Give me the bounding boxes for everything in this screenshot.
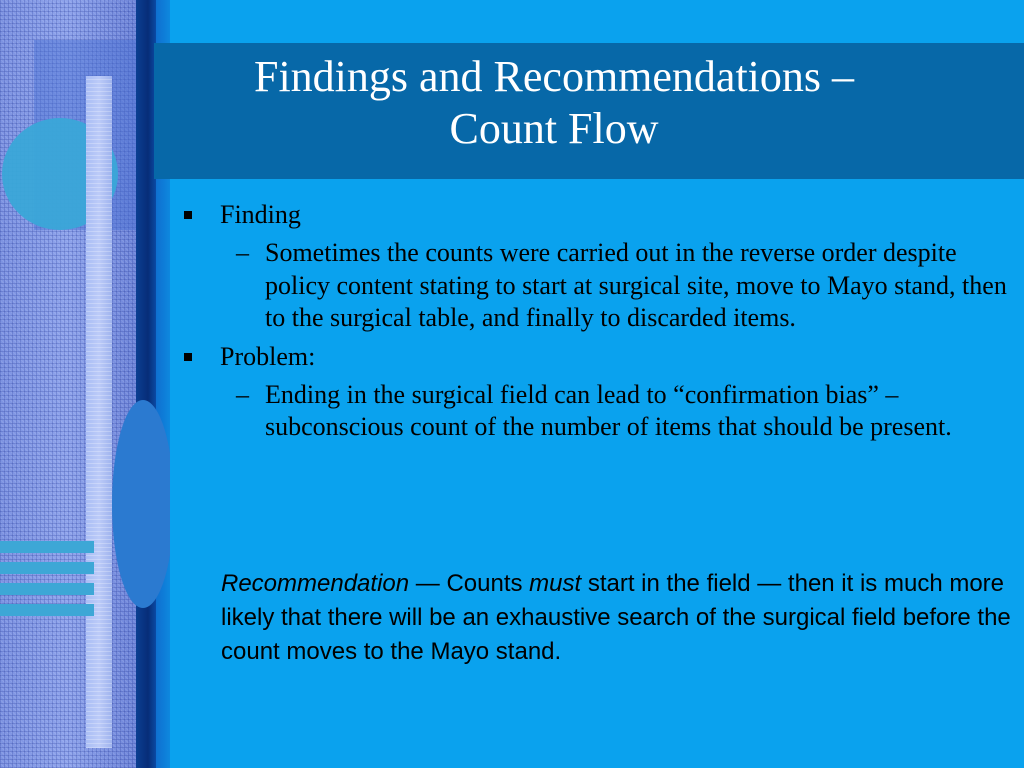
- sub-bullet-finding: [184, 237, 1014, 335]
- square-bullet-icon: [184, 211, 192, 219]
- slide-body: [184, 199, 1014, 450]
- title-bar: [154, 43, 1024, 179]
- decorative-horizontal-bar: [0, 541, 94, 553]
- recommendation-text-2: start in the field — then it is much more likely that there will be an exhaustive search of the surgical field before the count moves to the Mayo stand.: [221, 570, 1011, 665]
- decorative-vertical-bar: [86, 76, 112, 748]
- decorative-horizontal-bar: [0, 604, 94, 616]
- recommendation-emphasis: must: [529, 570, 582, 597]
- slide-title-line-2: Count Flow: [449, 104, 659, 153]
- bullet-label: Finding: [220, 200, 301, 229]
- recommendation-lead: Recommendation: [221, 570, 410, 597]
- decorative-dark-stripe: [136, 0, 156, 768]
- decorative-ellipse: [112, 400, 170, 608]
- decorative-side-band: [0, 0, 170, 768]
- dash-bullet-icon: –: [236, 238, 249, 267]
- bullet-label: Problem:: [220, 341, 316, 371]
- bullet-problem: [184, 341, 1014, 373]
- bullet-finding: [184, 199, 1014, 231]
- recommendation-paragraph: [221, 567, 1021, 669]
- sub-bullet-problem: [184, 379, 1014, 444]
- dash-bullet-icon: –: [236, 379, 249, 409]
- decorative-horizontal-bar: [0, 562, 94, 574]
- square-bullet-icon: [184, 353, 192, 361]
- slide-title-line-1: Findings and Recommendations –: [253, 52, 855, 101]
- sub-bullet-text: Sometimes the counts were carried out in the reverse order despite policy content stating to start at surgical site, move to Mayo stand, then to the surgical table, and finally to discarded items.: [265, 238, 1007, 332]
- decorative-horizontal-bar: [0, 583, 94, 595]
- recommendation-text-1: — Counts: [409, 570, 530, 597]
- slide-title: [154, 51, 954, 155]
- sub-bullet-text: Ending in the surgical field can lead to “confirmation bias” –subconscious count of the number of items that should be present.: [265, 379, 952, 441]
